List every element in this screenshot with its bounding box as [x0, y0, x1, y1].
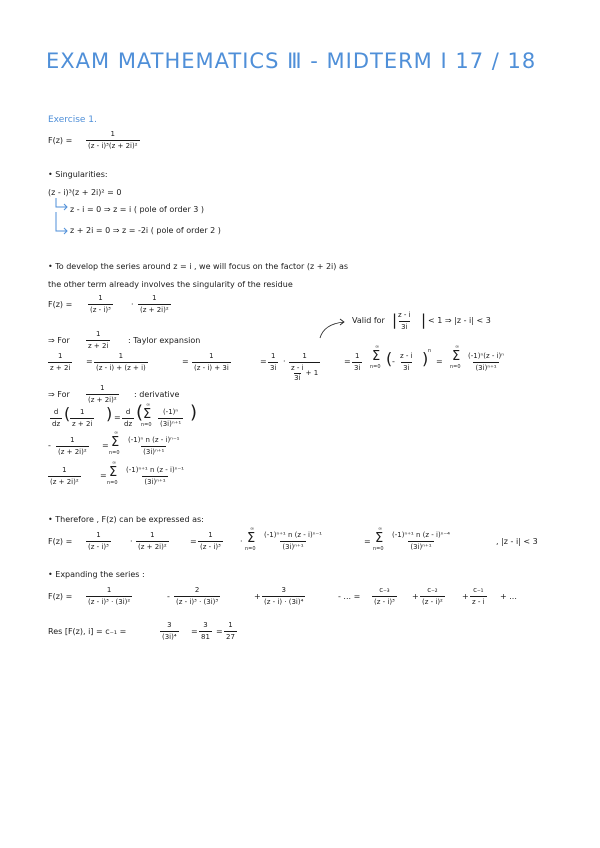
taylor-dot: ·: [283, 357, 286, 366]
expanding-lhs: F(z) =: [48, 592, 73, 601]
page-title: EXAM MATHEMATICS Ⅲ - MIDTERM I 17 / 18: [46, 49, 537, 73]
therefore-sum-2: Σ: [375, 531, 384, 546]
taylor-frac-c: $\frac{1}{(z - i) + 3i}$: [194, 352, 229, 372]
deriv-dz-1: $\frac{d}{dz}$: [52, 408, 61, 428]
expanding-frac-f: $\frac{\text{c₋₁}}{z - i}$: [472, 586, 485, 606]
taylor-frac-h: $\frac{z - i}{3i}$: [400, 352, 413, 372]
deriv-dz-2: $\frac{d}{dz}$: [124, 408, 133, 428]
taylor-eq-4: =: [344, 357, 351, 366]
deriv-r1-rfrac: $\frac{\text{(-1)ⁿ n (z - i)ⁿ⁻¹}}{\text{(3i)ⁿ⁺¹}}$: [128, 436, 180, 456]
taylor-eq-2: =: [182, 357, 189, 366]
therefore-sum-1: Σ: [247, 531, 256, 546]
singularity-case-2: z + 2i = 0 ⇒ z = -2i ( pole of order 2 ): [70, 226, 221, 235]
expanding-minus: -: [167, 592, 170, 601]
deriv-paren2-open: (: [136, 402, 144, 423]
f-def-fraction: [86, 130, 140, 151]
deriv-r2-sum-bottom: n=0: [107, 480, 118, 486]
therefore-sum-2-bottom: n=0: [373, 546, 384, 552]
expanding-plus-3: +: [462, 592, 469, 601]
deriv-r1-sum-bottom: n=0: [109, 450, 120, 456]
expanding-frac-b: $\frac{2}{\text{(z - i)³ · (3i)³}}$: [176, 586, 219, 606]
singularities-equation: (z - i)³(z + 2i)² = 0: [48, 188, 122, 197]
deriv-r2-eq: =: [100, 471, 107, 480]
taylor-sum-2-bottom: n=0: [450, 364, 461, 370]
deriv-for: ⇒ For: [48, 390, 70, 399]
taylor-frac-a: $\frac{1}{z + 2i}$: [50, 352, 71, 372]
residue-frac-b: $\frac{3}{81}$: [201, 621, 210, 641]
valid-bar-left: |: [392, 311, 398, 329]
deriv-r1-eq: =: [102, 441, 109, 450]
taylor-minus: -: [392, 357, 395, 366]
taylor-eq-1: =: [86, 357, 93, 366]
deriv-r1-sum-top: ∞: [114, 430, 119, 436]
valid-label: Valid for: [352, 316, 385, 325]
taylor-paren-open: (: [386, 349, 393, 368]
therefore-frac-a: $\frac{1}{\text{(z - i)³}}$: [88, 531, 109, 551]
develop-dot: ·: [131, 300, 134, 309]
taylor-for: ⇒ For: [48, 336, 70, 345]
singularity-case-1: z - i = 0 ⇒ z = i ( pole of order 3 ): [70, 205, 205, 214]
taylor-frac-k: $\frac{\text{(-1)ⁿ(z - i)ⁿ}}{\text{(3i)ⁿ⁺¹}}$: [468, 352, 505, 372]
taylor-sum-1-bottom: n=0: [370, 364, 381, 370]
deriv-r1-sum: Σ: [111, 435, 120, 450]
therefore-frac-e: $\frac{\text{(-1)ⁿ⁺¹ n (z - i)ⁿ⁻⁴}}{\text{(3i)ⁿ⁺¹}}$: [392, 531, 450, 551]
taylor-frac-e: 1 z - i 3i + 1: [291, 352, 319, 382]
deriv-sum: Σ: [143, 407, 152, 422]
therefore-eq-1: =: [190, 537, 197, 546]
develop-line-1: • To develop the series around z = i , we will focus on the factor (z + 2i) as: [48, 262, 349, 271]
therefore-eq-2: =: [364, 537, 371, 546]
deriv-eq-1: =: [114, 413, 121, 422]
therefore-frac-c: $\frac{1}{\text{(z - i)³}}$: [200, 531, 221, 551]
therefore-sum-1-bottom: n=0: [245, 546, 256, 552]
deriv-r2-sum-top: ∞: [112, 460, 117, 466]
deriv-label: : derivative: [134, 390, 180, 399]
taylor-label: : Taylor expansion: [128, 336, 201, 345]
expanding-frac-e: $\frac{\text{c₋₂}}{\text{(z - i)²}}$: [422, 586, 443, 606]
taylor-power: n: [428, 348, 432, 354]
f-def-den: (z - i)³(z + 2i)²: [88, 142, 138, 150]
singularities-heading: • Singularities:: [48, 170, 108, 179]
expanding-plus: +: [254, 592, 261, 601]
taylor-paren-close: ): [422, 349, 429, 368]
develop-lhs: F(z) =: [48, 300, 73, 309]
taylor-frac-g: $\frac{1}{3i}$: [354, 352, 361, 372]
valid-bar-right: |: [421, 311, 427, 329]
deriv-r2-frac: $\frac{1}{\text{(z + 2i)²}}$: [50, 466, 79, 486]
taylor-sum-2-top: ∞: [455, 344, 460, 350]
residue-frac-a: $\frac{3}{\text{(3i)⁴}}$: [162, 621, 177, 641]
valid-arrow: [318, 318, 348, 340]
exercise-heading: Exercise 1.: [48, 115, 97, 125]
residue-lhs: Res [F(z), i] = c₋₁ =: [48, 627, 127, 636]
expanding-frac-a: $\frac{1}{\text{(z - i)³ · (3i)²}}$: [88, 586, 131, 606]
deriv-r2-rfrac: $\frac{\text{(-1)ⁿ⁺¹ n (z - i)ⁿ⁻¹}}{\text{(3i)ⁿ⁺¹}}$: [126, 466, 184, 486]
expanding-end: + ...: [500, 592, 517, 601]
deriv-inner-frac: $\frac{1}{z + 2i}$: [72, 408, 93, 428]
valid-condition: < 1 ⇒ |z - i| < 3: [428, 316, 491, 325]
valid-frac: $\frac{z - i}{3i}$: [398, 311, 411, 331]
therefore-sum-2-top: ∞: [378, 526, 383, 532]
therefore-sum-1-top: ∞: [250, 526, 255, 532]
deriv-paren-open: (: [64, 404, 71, 423]
residue-eq-2: =: [216, 627, 223, 636]
taylor-eq-5: =: [436, 357, 443, 366]
therefore-line: • Therefore , F(z) can be expressed as:: [48, 515, 204, 524]
residue-frac-c: $\frac{1}{27}$: [226, 621, 235, 641]
develop-frac-1: $\frac{1}{\text{(z - i)³}}$: [90, 294, 111, 314]
expanding-mid: - ... =: [338, 592, 361, 601]
taylor-frac-d: $\frac{1}{3i}$: [270, 352, 277, 372]
branch-arrow-1: [55, 198, 69, 212]
therefore-tail: , |z - i| < 3: [496, 537, 538, 546]
therefore-dot: ·: [130, 537, 133, 546]
branch-arrow-2: [55, 212, 69, 236]
residue-eq-1: =: [191, 627, 198, 636]
f-def-lhs: F(z) =: [48, 136, 73, 145]
develop-frac-2: $\frac{1}{\text{(z + 2i)²}}$: [140, 294, 169, 314]
expanding-line: • Expanding the series :: [48, 570, 145, 579]
taylor-frac-b: $\frac{1}{(z - i) + (z + i)}$: [96, 352, 146, 372]
deriv-paren2-close: ): [190, 402, 198, 423]
deriv-r2-sum: Σ: [109, 465, 118, 480]
deriv-sum-frac: $\frac{\text{(-1)ⁿ}}{\text{(3i)ⁿ⁺¹}}$: [160, 408, 182, 428]
taylor-sum-1-top: ∞: [375, 344, 380, 350]
taylor-sum-1: Σ: [372, 349, 381, 364]
expanding-frac-d: $\frac{\text{c₋₃}}{\text{(z - i)³}}$: [374, 586, 395, 606]
deriv-paren-close: ): [106, 404, 113, 423]
expanding-frac-c: $\frac{3}{\text{(z - i) · (3i)⁴}}$: [264, 586, 304, 606]
deriv-sum-top: ∞: [146, 402, 151, 408]
f-def-num: 1: [110, 130, 115, 138]
therefore-lhs: F(z) =: [48, 537, 73, 546]
expanding-plus-2: +: [412, 592, 419, 601]
taylor-head-frac: $\frac{1}{z + 2i}$: [88, 330, 109, 350]
deriv-sum-bottom: n=0: [141, 422, 152, 428]
deriv-r1-frac: $\frac{1}{\text{(z + 2i)²}}$: [58, 436, 87, 456]
therefore-dot-2: ·: [240, 537, 243, 546]
therefore-frac-d: $\frac{\text{(-1)ⁿ⁺¹ n (z - i)ⁿ⁻¹}}{\text{(3i)ⁿ⁺¹}}$: [264, 531, 322, 551]
therefore-frac-b: $\frac{1}{\text{(z + 2i)²}}$: [138, 531, 167, 551]
develop-line-2: the other term already involves the singularity of the residue: [48, 280, 293, 289]
taylor-eq-3: =: [260, 357, 267, 366]
deriv-head-frac: $\frac{1}{\text{(z + 2i)²}}$: [88, 384, 117, 404]
deriv-r1-minus: -: [48, 441, 51, 450]
taylor-sum-2: Σ: [452, 349, 461, 364]
